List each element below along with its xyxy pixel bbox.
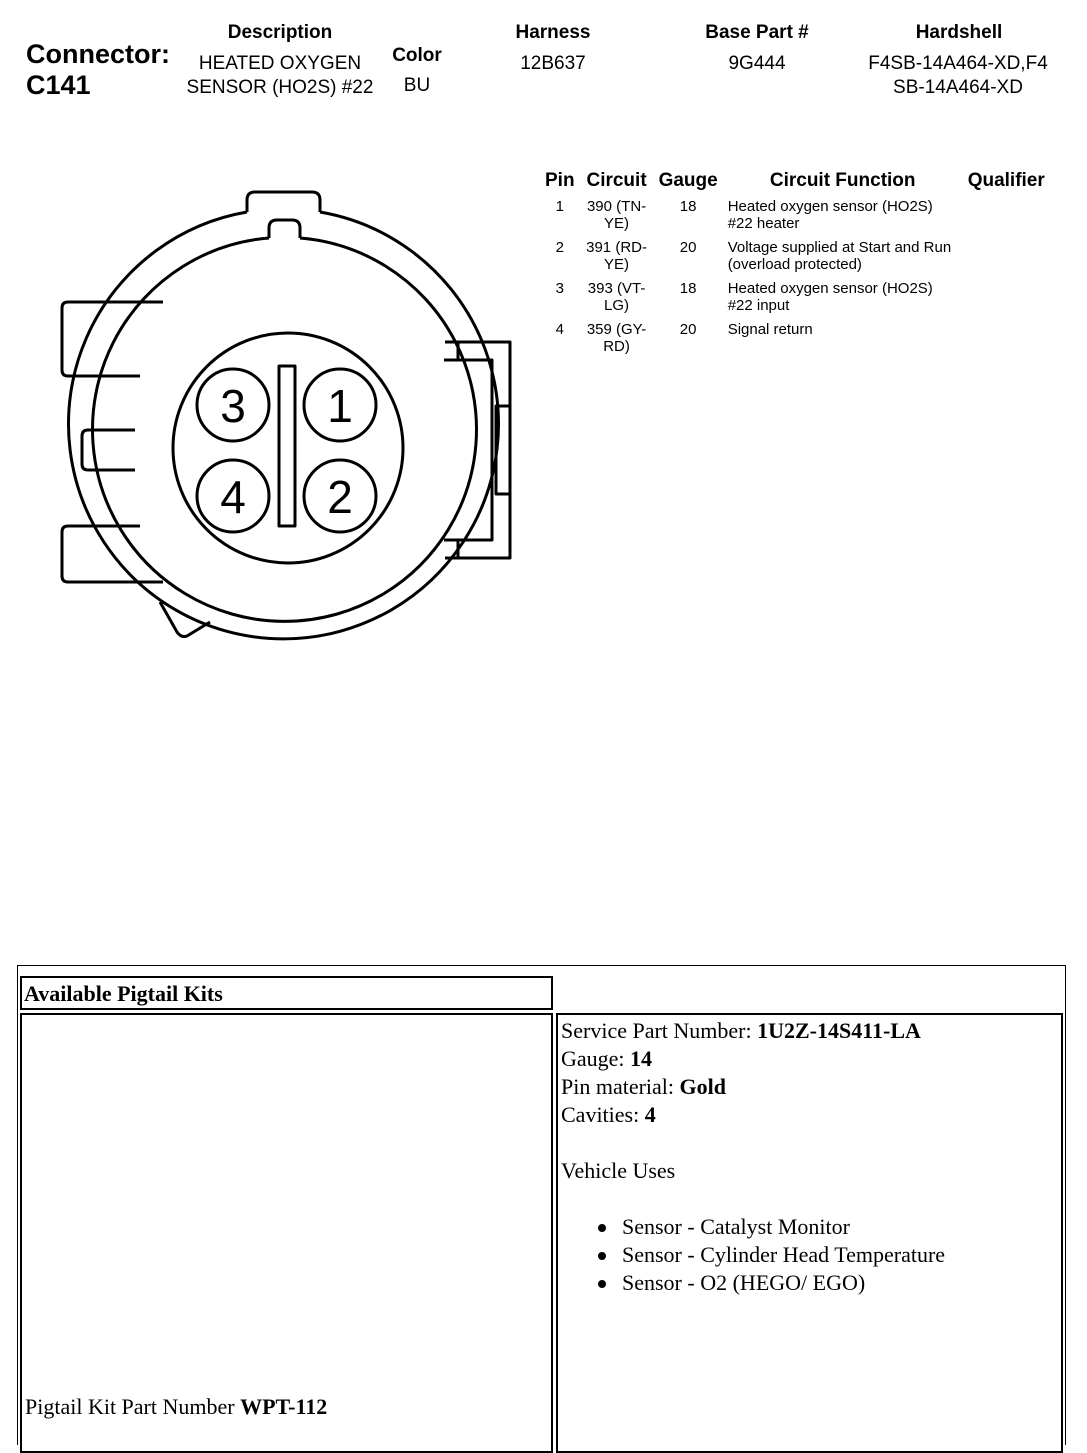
- table-row: [540, 196, 1050, 237]
- pin-cell: 1: [555, 198, 564, 215]
- pin-table: [540, 168, 1050, 360]
- pin-material-line: [561, 1073, 945, 1101]
- vehicle-use-text: Sensor - Catalyst Monitor: [622, 1214, 850, 1239]
- gauge-header: Gauge: [658, 170, 718, 191]
- qualifier-cell: [963, 196, 1050, 237]
- service-part-line: [561, 1017, 945, 1045]
- pigtail-details-box: [556, 1013, 1063, 1453]
- vehicle-use-text: Sensor - Cylinder Head Temperature: [622, 1242, 946, 1267]
- cavities-value: 4: [644, 1102, 656, 1127]
- service-part-label: Service Part Number:: [561, 1018, 752, 1043]
- pin-cell: 2: [555, 239, 564, 256]
- hardshell-value: F4SB-14A464-XD,F4SB-14A464-XD: [868, 53, 1048, 98]
- pin-material-label: Pin material:: [561, 1074, 675, 1099]
- list-item: [561, 1269, 945, 1297]
- circuit-header: Circuit: [586, 170, 647, 191]
- function-cell: Heated oxygen sensor (HO2S) #22 input: [727, 280, 933, 314]
- color-label: Color: [392, 45, 442, 66]
- pin-label-3: 3: [220, 380, 246, 432]
- pin-header: Pin: [545, 170, 575, 191]
- pigtail-kit-line: [25, 1393, 327, 1421]
- qualifier-cell: [963, 278, 1050, 319]
- circuit-cell: 390 (TN-YE): [586, 198, 647, 232]
- pin-cell: 4: [555, 321, 564, 338]
- pin-material-value: Gold: [679, 1074, 726, 1099]
- housing-inner-key: [269, 220, 300, 238]
- connector-title: [26, 39, 170, 101]
- vehicle-uses-label: Vehicle Uses: [561, 1158, 676, 1183]
- table-row: [540, 278, 1050, 319]
- pigtail-title: Available Pigtail Kits: [24, 981, 223, 1006]
- right-latch-inner: [444, 360, 492, 540]
- base-part-value: 9G444: [728, 53, 786, 74]
- pigtail-kit-number: WPT-112: [240, 1394, 328, 1419]
- gauge-cell: 18: [679, 280, 697, 297]
- bullet-icon: [598, 1280, 606, 1288]
- connector-label: Connector:: [26, 39, 170, 69]
- table-row: [540, 237, 1050, 278]
- harness-label: Harness: [515, 22, 591, 43]
- circuit-cell: 391 (RD-YE): [586, 239, 647, 273]
- list-item: [561, 1241, 945, 1269]
- bottom-key: [160, 602, 210, 637]
- bullet-icon: [598, 1252, 606, 1260]
- table-row: [540, 319, 1050, 360]
- pigtail-kit-box: [20, 1013, 553, 1453]
- right-latch-outer: [445, 342, 510, 558]
- pin-table-header: [540, 168, 1050, 196]
- vehicle-uses-list: [561, 1213, 945, 1297]
- list-item: [561, 1213, 945, 1241]
- gauge-cell: 18: [679, 198, 697, 215]
- cavities-line: [561, 1101, 945, 1129]
- function-cell: Heated oxygen sensor (HO2S) #22 heater: [727, 198, 933, 232]
- kit-gauge-value: 14: [630, 1046, 653, 1071]
- base-part-label: Base Part #: [705, 22, 809, 43]
- circuit-cell: 393 (VT-LG): [587, 280, 646, 314]
- qualifier-cell: [963, 237, 1050, 278]
- pigtail-details: [561, 1017, 945, 1297]
- pigtail-title-box: [20, 976, 553, 1010]
- service-part-value: 1U2Z-14S411-LA: [757, 1018, 921, 1043]
- center-divider: [279, 366, 295, 526]
- circuit-cell: 359 (GY-RD): [586, 321, 647, 355]
- connector-face-diagram: [40, 190, 530, 690]
- pin-cell: 3: [555, 280, 564, 297]
- vehicle-use-text: Sensor - O2 (HEGO/ EGO): [622, 1270, 866, 1295]
- housing-outer-arc: [69, 212, 499, 639]
- color-value: BU: [403, 75, 431, 96]
- pin-label-2: 2: [327, 471, 353, 523]
- circuit-function-header: Circuit Function: [769, 170, 916, 191]
- bullet-icon: [598, 1224, 606, 1232]
- gauge-cell: 20: [679, 239, 697, 256]
- description-value: HEATED OXYGEN SENSOR (HO2S) #22: [186, 53, 374, 98]
- qualifier-header: Qualifier: [967, 170, 1045, 191]
- function-cell: Signal return: [727, 321, 813, 338]
- pigtail-kit-label: Pigtail Kit Part Number: [25, 1394, 235, 1419]
- pin-label-1: 1: [327, 380, 353, 432]
- qualifier-cell: [963, 319, 1050, 360]
- housing-top-key: [247, 192, 320, 212]
- description-label: Description: [227, 22, 333, 43]
- hardshell-label: Hardshell: [915, 22, 1003, 43]
- harness-value: 12B637: [520, 53, 586, 74]
- connector-id: C141: [26, 70, 91, 100]
- pin-label-4: 4: [220, 471, 246, 523]
- function-cell: Voltage supplied at Start and Run (overload protected): [727, 239, 952, 273]
- cavities-label: Cavities:: [561, 1102, 640, 1127]
- kit-gauge-label: Gauge:: [561, 1046, 625, 1071]
- gauge-cell: 20: [679, 321, 697, 338]
- gauge-line: [561, 1045, 945, 1073]
- left-middle-tab: [82, 430, 135, 470]
